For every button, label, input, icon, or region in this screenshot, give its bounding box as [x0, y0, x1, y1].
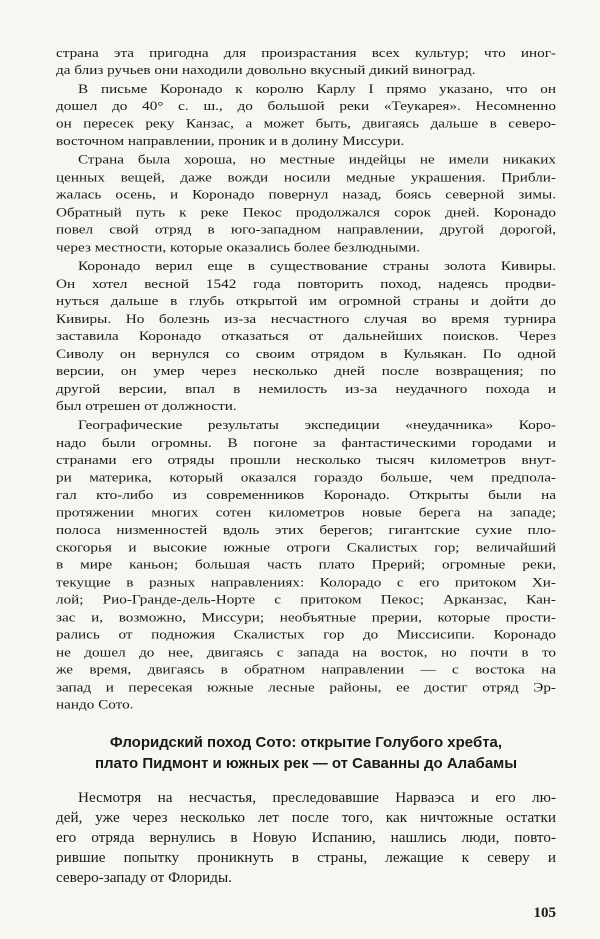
text-line: странами его отряды прошли несколько тысяч километров внут- — [56, 452, 556, 468]
text-line: запад и пересекая южные лесные районы, ее достиг отряд Эр- — [56, 680, 556, 695]
section-heading-line-1: Флоридский поход Сото: открытие Голубого хребта, — [109, 734, 503, 751]
text-line: ценных вещей, даже вожди носили медные украшения. Прибли- — [56, 170, 556, 185]
text-line: Он хотел весной 1542 года повторить поход, надеясь продви- — [56, 277, 556, 292]
text-line: не дошел до нее, двигаясь с запада на восток, но почти в то — [56, 645, 556, 661]
text-line: нуться дальше в глубь открытой им огромной страны и дойти до — [56, 294, 556, 309]
text-line: версии, он умер через несколько дней после возвращения; по — [56, 364, 556, 379]
text-line: Сиволу он вернулся со своим отрядом в Кульякан. По одной — [56, 346, 556, 362]
text-line: да близ ручьев они находили довольно вкусный дикий виноград. — [56, 62, 476, 78]
text-line: В письме Коронадо к королю Карлу I прямо указано, что он — [78, 81, 556, 97]
text-line: скогорья и высокие южные отроги Скалистых гор; величайший — [56, 540, 556, 556]
text-line: рались от подножия Скалистых гор до Миссисипи. Коронадо — [56, 627, 556, 643]
text-line: зас и, возможно, Миссури; необъятные прерии, которые прости- — [56, 610, 556, 626]
text-line: дошел до 40° с. ш., до большой реки «Теукарея». Несомненно — [56, 98, 556, 114]
text-line: страна эта пригодна для произрастания всех культур; что иног- — [56, 45, 556, 61]
text-line: Кивиры. Но болезнь из-за несчастного случая во время турнира — [56, 311, 556, 327]
section-heading-line-2: плато Пидмонт и южных рек — от Саванны до Алабамы — [94, 755, 518, 772]
text-line: рившие попытку проникнуть в страны, лежащие к северу и — [56, 849, 556, 866]
text-line: Несмотря на несчастья, преследовавшие Нарваэса и его лю- — [78, 789, 556, 806]
text-line: же время, двигаясь в обратном направлении — с востока на — [56, 662, 556, 678]
text-line: он пересек реку Канзас, а может быть, двигаясь дальше в северо- — [56, 116, 556, 132]
text-line: ри материка, который оказался гораздо больше, чем предпола- — [56, 470, 556, 486]
text-line: его отряда вернулись в Новую Испанию, нашлись люди, повто- — [56, 829, 556, 846]
page-number: 105 — [533, 905, 556, 921]
text-line: заставила Коронадо отказаться от дальнейших поисков. Через — [56, 329, 556, 344]
text-line: Географические результаты экспедиции «неудачника» Коро- — [78, 417, 556, 433]
text-line: текущие в разных направлениях: Колорадо с его притоком Хи- — [56, 575, 556, 591]
text-line: через местности, которые оказались более безлюдными. — [56, 240, 421, 255]
text-line: Страна была хороша, но местные индейцы не имели никаких — [78, 152, 556, 167]
text-line: лой; Рио-Гранде-дель-Норте с притоком Пекос; Арканзас, Кан- — [56, 592, 556, 608]
text-line: жалась осень, и Коронадо повернул назад, боясь северной зимы. — [56, 187, 556, 202]
text-line: восточном направлении, проник и в долину Миссури. — [56, 133, 405, 149]
text-line: Коронадо верил еще в существование страны золота Кивиры. — [78, 259, 556, 274]
text-line: в мире каньон; большая часть плато Прерий; огромные реки, — [56, 557, 556, 573]
text-line: северо-западу от Флориды. — [56, 869, 232, 886]
text-line: повел свой отряд в юго-западном направлении, другой дорогой, — [56, 222, 556, 237]
text-line: другой версии, впал в немилость из-за неудачного похода и — [56, 381, 556, 397]
text-line: нандо Сото. — [56, 697, 134, 713]
text-line: надо были огромны. В погоне за фантастическими городами и — [56, 435, 556, 451]
text-line: полоса низменностей вдоль этих берегов; гигантские сухие пло- — [56, 522, 556, 538]
text-line: дей, уже через несколько лет после того, как ничтожные остатки — [56, 809, 556, 826]
text-line: протяжении многих сотен километров новые берега на западе; — [56, 505, 556, 521]
text-line: Обратный путь к реке Пекос продолжался сорок дней. Коронадо — [56, 205, 556, 220]
text-line: был отрешен от должности. — [56, 398, 237, 414]
text-line: гал кто-либо из современников Коронадо. Открыты были на — [56, 487, 556, 503]
